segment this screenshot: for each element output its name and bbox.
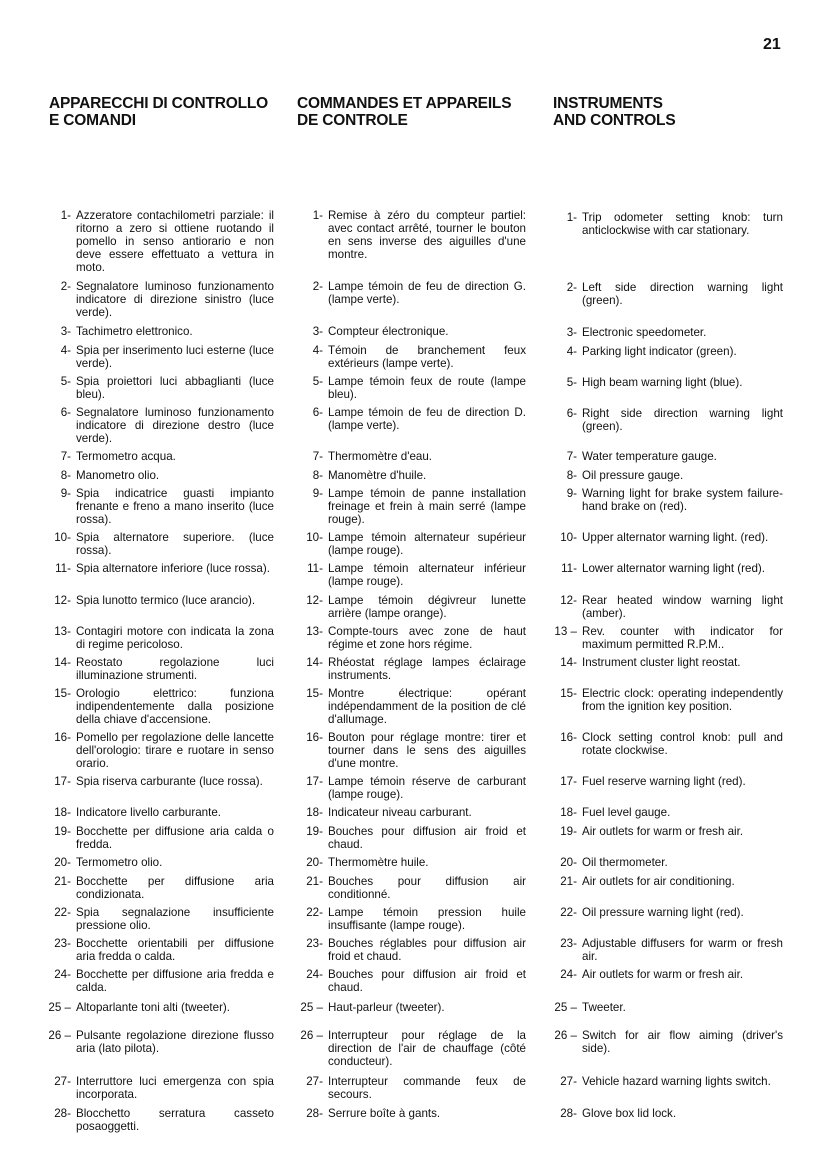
list-item	[54, 1075, 274, 1102]
item-text: Témoin de branchement feux extérieurs (lampe verte).	[328, 344, 526, 370]
item-text: Warning light for brake system failure-hand brake on (red).	[582, 487, 783, 513]
item-number: 28-	[54, 1107, 71, 1120]
item-number: 1-	[60, 209, 71, 222]
list-item	[54, 531, 274, 558]
item-text: Thermomètre huile.	[328, 856, 429, 869]
item-text: Spia proiettori luci abbaglianti (luce bleu).	[76, 375, 274, 401]
item-text: Lampe témoin pression huile insuffisante (lampe rouge).	[328, 906, 526, 932]
item-number: 14-	[306, 656, 323, 669]
list-item	[48, 1029, 274, 1056]
item-number: 17-	[560, 775, 577, 788]
item-number: 20-	[560, 856, 577, 869]
item-text: Rev. counter with indicator for maximum permitted R.P.M..	[582, 625, 783, 651]
list-item	[560, 1075, 783, 1089]
item-text: Azzeratore contachilometri parziale: il ritorno a zero si ottiene ruotando il pomello in senso antiorario e non deve essere effettuato a vettura in moto.	[76, 209, 274, 274]
item-number: 14-	[54, 656, 71, 669]
item-text: Vehicle hazard warning lights switch.	[582, 1075, 771, 1088]
item-text: Lampe témoin alternateur supérieur (lampe rouge).	[328, 531, 526, 557]
item-number: 21-	[560, 875, 577, 888]
list-item	[306, 1107, 526, 1121]
item-text: Bocchette per diffusione aria fredda e calda.	[76, 968, 274, 994]
list-item	[54, 594, 274, 608]
list-item	[55, 562, 274, 576]
item-text: Segnalatore luminoso funzionamento indicatore di direzione sinistro (luce verde).	[76, 280, 274, 319]
item-text: Haut-parleur (tweeter).	[328, 1001, 445, 1014]
item-text: Bocchette per diffusione aria condizionata.	[76, 875, 274, 901]
item-number: 15-	[54, 687, 71, 700]
item-text: Interruttore luci emergenza con spia incorporata.	[76, 1075, 274, 1101]
item-text: Thermomètre d'eau.	[328, 450, 433, 463]
list-item	[54, 906, 274, 933]
item-text: Spia riserva carburante (luce rossa).	[76, 775, 263, 788]
item-text: Air outlets for warm or fresh air.	[582, 825, 744, 838]
list-item	[312, 406, 526, 433]
item-text: Water temperature gauge.	[582, 450, 717, 463]
list-item	[560, 656, 783, 670]
list-item	[312, 469, 526, 483]
item-text: Tachimetro elettronico.	[76, 325, 193, 338]
item-number: 5-	[60, 375, 71, 388]
list-item	[560, 875, 783, 889]
item-text: Serrure boîte à gants.	[328, 1107, 441, 1120]
item-number: 24-	[560, 968, 577, 981]
list-item	[560, 687, 783, 714]
item-number: 24-	[54, 968, 71, 981]
item-text: Right side direction warning light (green).	[582, 407, 783, 433]
list-item	[560, 825, 783, 839]
item-text: Oil thermometer.	[582, 856, 668, 869]
item-number: 21-	[306, 875, 323, 888]
item-text: Manometro olio.	[76, 469, 160, 482]
list-item	[312, 375, 526, 402]
list-item	[566, 211, 783, 238]
list-item	[306, 687, 526, 727]
item-number: 5-	[312, 375, 323, 388]
item-text: Left side direction warning light (green).	[582, 281, 783, 307]
item-number: 8-	[60, 469, 71, 482]
item-number: 17-	[54, 775, 71, 788]
list-item	[306, 825, 526, 852]
item-number: 23-	[306, 937, 323, 950]
item-text: Fuel reserve warning light (red).	[582, 775, 746, 788]
list-item	[306, 656, 526, 683]
list-item	[54, 775, 274, 789]
item-number: 22-	[306, 906, 323, 919]
item-text: Lampe témoin de feu de direction G. (lampe verte).	[328, 280, 526, 306]
item-text: Upper alternator warning light. (red).	[582, 531, 769, 544]
list-item	[54, 731, 274, 771]
item-number: 15-	[306, 687, 323, 700]
item-text: Instrument cluster light reostat.	[582, 656, 741, 669]
item-number: 11-	[55, 562, 71, 575]
column-title-italian: APPARECCHI DI CONTROLLO E COMANDI	[49, 95, 268, 129]
item-text: Interrupteur pour réglage de la direction de l'air de chauffage (côté conducteur).	[328, 1029, 526, 1068]
page-number: 21	[763, 36, 781, 53]
item-number: 6-	[60, 406, 71, 419]
item-text: Pomello per regolazione delle lancette dell'orologio: tirare e ruotare in senso orario.	[76, 731, 274, 770]
item-text: Lampe témoin de panne installation freinage et frein à main serré (lampe rouge).	[328, 487, 526, 526]
list-item	[554, 1001, 783, 1015]
list-item	[561, 562, 783, 576]
item-text: Bocchette orientabili per diffusione aria fredda o calda.	[76, 937, 274, 963]
list-item	[306, 775, 526, 802]
list-item	[312, 344, 526, 371]
list-item	[560, 906, 783, 920]
list-item	[312, 325, 526, 339]
item-text: Tweeter.	[582, 1001, 626, 1014]
item-text: Oil pressure warning light (red).	[582, 906, 744, 919]
list-item	[60, 325, 274, 339]
item-text: Bouches pour diffusion air conditionné.	[328, 875, 526, 901]
item-text: Parking light indicator (green).	[582, 345, 737, 358]
item-text: Interrupteur commande feux de secours.	[328, 1075, 526, 1101]
list-item	[560, 594, 783, 621]
list-item	[54, 825, 274, 852]
item-text: Lampe témoin réserve de carburant (lampe rouge).	[328, 775, 526, 801]
item-text: Lampe témoin de feu de direction D. (lampe verte).	[328, 406, 526, 432]
item-number: 28-	[560, 1107, 577, 1120]
item-number: 16-	[54, 731, 71, 744]
list-item	[54, 968, 274, 995]
list-item	[54, 875, 274, 902]
item-text: Indicatore livello carburante.	[76, 806, 222, 819]
list-item	[560, 968, 783, 982]
item-text: Adjustable diffusers for warm or fresh air.	[582, 937, 783, 963]
item-text: Spia lunotto termico (luce arancio).	[76, 594, 256, 607]
item-number: 27-	[560, 1075, 577, 1088]
column-title-english: INSTRUMENTS AND CONTROLS	[553, 95, 676, 129]
list-item	[566, 281, 783, 308]
item-text: Bocchette per diffusione aria calda o fredda.	[76, 825, 274, 851]
item-text: Lampe témoin alternateur inférieur (lampe rouge).	[328, 562, 526, 588]
item-text: High beam warning light (blue).	[582, 376, 743, 389]
list-item	[306, 875, 526, 902]
list-item	[566, 407, 783, 434]
item-text: Compte-tours avec zone de haut régime et zone hors régime.	[328, 625, 526, 651]
list-item	[54, 625, 274, 652]
column-title-french: COMMANDES ET APPAREILS DE CONTROLE	[297, 95, 512, 129]
list-item	[566, 376, 783, 390]
list-item	[306, 1075, 526, 1102]
list-item	[306, 968, 526, 995]
list-item	[306, 531, 526, 558]
item-number: 19-	[560, 825, 577, 838]
item-number: 25 –	[554, 1001, 577, 1014]
item-number: 7-	[566, 450, 577, 463]
item-number: 4-	[566, 345, 577, 358]
item-text: Clock setting control knob: pull and rotate clockwise.	[582, 731, 783, 757]
item-number: 27-	[306, 1075, 323, 1088]
item-number: 10-	[54, 531, 71, 544]
list-item	[312, 487, 526, 527]
item-number: 12-	[306, 594, 323, 607]
list-item	[54, 656, 274, 683]
list-item	[60, 406, 274, 446]
item-number: 20-	[306, 856, 323, 869]
item-text: Spia segnalazione insufficiente pressione olio.	[76, 906, 274, 932]
item-text: Glove box lid lock.	[582, 1107, 677, 1120]
item-text: Spia alternatore superiore. (luce rossa).	[76, 531, 274, 557]
list-item	[54, 937, 274, 964]
list-item	[306, 731, 526, 771]
list-item	[560, 1107, 783, 1121]
item-text: Altoparlante toni alti (tweeter).	[76, 1001, 231, 1014]
item-text: Bouton pour réglage montre: tirer et tourner dans le sens des aiguilles d'une montre.	[328, 731, 526, 770]
list-item	[306, 806, 526, 820]
list-item	[554, 1029, 783, 1056]
item-number: 23-	[560, 937, 577, 950]
list-item	[560, 937, 783, 964]
item-number: 17-	[306, 775, 323, 788]
item-number: 9-	[60, 487, 71, 500]
list-item	[60, 450, 274, 464]
item-number: 21-	[54, 875, 71, 888]
item-number: 12-	[54, 594, 71, 607]
list-item	[554, 625, 783, 652]
item-number: 20-	[54, 856, 71, 869]
item-number: 13-	[54, 625, 71, 638]
list-item	[312, 450, 526, 464]
item-number: 6-	[566, 407, 577, 420]
item-number: 9-	[566, 487, 577, 500]
list-item	[306, 856, 526, 870]
list-item	[566, 450, 783, 464]
item-number: 26 –	[48, 1029, 71, 1042]
item-text: Rear heated window warning light (amber).	[582, 594, 783, 620]
item-number: 8-	[312, 469, 323, 482]
list-item	[54, 806, 274, 820]
list-item	[566, 326, 783, 340]
item-number: 18-	[54, 806, 71, 819]
item-number: 6-	[312, 406, 323, 419]
item-text: Fuel level gauge.	[582, 806, 671, 819]
item-text: Reostato regolazione luci illuminazione strumenti.	[76, 656, 274, 682]
item-text: Air outlets for air conditioning.	[582, 875, 735, 888]
item-number: 22-	[54, 906, 71, 919]
item-number: 15-	[560, 687, 577, 700]
list-item	[306, 906, 526, 933]
list-item	[566, 469, 783, 483]
item-text: Pulsante regolazione direzione flusso aria (lato pilota).	[76, 1029, 274, 1055]
item-number: 28-	[306, 1107, 323, 1120]
item-number: 19-	[306, 825, 323, 838]
item-text: Lower alternator warning light (red).	[582, 562, 766, 575]
item-number: 4-	[60, 344, 71, 357]
item-text: Bouches pour diffusion air froid et chaud.	[328, 968, 526, 994]
item-number: 3-	[312, 325, 323, 338]
list-item	[560, 731, 783, 758]
item-number: 1-	[566, 211, 577, 224]
item-number: 7-	[312, 450, 323, 463]
item-number: 9-	[312, 487, 323, 500]
item-number: 5-	[566, 376, 577, 389]
item-number: 18-	[560, 806, 577, 819]
item-text: Lampe témoin feux de route (lampe bleu).	[328, 375, 526, 401]
item-text: Rhéostat réglage lampes éclairage instruments.	[328, 656, 526, 682]
list-item	[566, 487, 783, 514]
item-text: Compteur électronique.	[328, 325, 449, 338]
item-number: 25 –	[300, 1001, 323, 1014]
item-text: Bouches réglables pour diffusion air froid et chaud.	[328, 937, 526, 963]
item-text: Spia per inserimento luci esterne (luce verde).	[76, 344, 274, 370]
item-number: 16-	[560, 731, 577, 744]
item-text: Termometro acqua.	[76, 450, 176, 463]
list-item	[300, 1029, 526, 1069]
item-text: Termometro olio.	[76, 856, 163, 869]
item-number: 3-	[60, 325, 71, 338]
item-number: 12-	[560, 594, 577, 607]
item-text: Remise à zéro du compteur partiel: avec contact arrêté, tourner le bouton en sens inverse des aiguilles d'une montre.	[328, 209, 526, 261]
list-item	[312, 209, 526, 262]
item-number: 19-	[54, 825, 71, 838]
item-text: Electric clock: operating independently from the ignition key position.	[582, 687, 783, 713]
list-item	[300, 1001, 526, 1015]
list-item	[60, 344, 274, 371]
item-text: Indicateur niveau carburant.	[328, 806, 472, 819]
list-item	[54, 856, 274, 870]
item-text: Bouches pour diffusion air froid et chaud.	[328, 825, 526, 851]
item-number: 11-	[561, 562, 577, 575]
item-number: 2-	[60, 280, 71, 293]
item-text: Blocchetto serratura casseto posaoggetti.	[76, 1107, 274, 1133]
list-item	[60, 487, 274, 527]
list-item	[60, 209, 274, 275]
list-item	[560, 531, 783, 545]
item-text: Air outlets for warm or fresh air.	[582, 968, 744, 981]
item-number: 11-	[307, 562, 323, 575]
item-text: Contagiri motore con indicata la zona di regime pericoloso.	[76, 625, 274, 651]
item-number: 13 –	[554, 625, 577, 638]
item-text: Manomètre d'huile.	[328, 469, 427, 482]
list-item	[60, 469, 274, 483]
item-number: 24-	[306, 968, 323, 981]
list-item	[306, 625, 526, 652]
item-text: Switch for air flow aiming (driver's side).	[582, 1029, 783, 1055]
item-number: 2-	[312, 280, 323, 293]
item-text: Montre électrique: opérant indépendamment de la position de clé d'allumage.	[328, 687, 526, 726]
item-number: 27-	[54, 1075, 71, 1088]
list-item	[306, 937, 526, 964]
item-number: 23-	[54, 937, 71, 950]
list-item	[312, 280, 526, 307]
item-text: Lampe témoin dégivreur lunette arrière (lampe orange).	[328, 594, 526, 620]
list-item	[560, 775, 783, 789]
list-item	[560, 806, 783, 820]
list-item	[54, 687, 274, 727]
list-item	[307, 562, 526, 589]
item-number: 14-	[560, 656, 577, 669]
item-number: 26 –	[554, 1029, 577, 1042]
list-item	[560, 856, 783, 870]
list-item	[48, 1001, 274, 1015]
list-item	[566, 345, 783, 359]
item-text: Spia indicatrice guasti impianto frenante e freno a mano inserito (luce rossa).	[76, 487, 274, 526]
item-number: 2-	[566, 281, 577, 294]
item-number: 1-	[312, 209, 323, 222]
list-item	[60, 280, 274, 320]
list-item	[60, 375, 274, 402]
item-text: Segnalatore luminoso funzionamento indicatore di direzione destro (luce verde).	[76, 406, 274, 445]
item-number: 22-	[560, 906, 577, 919]
item-number: 7-	[60, 450, 71, 463]
item-number: 8-	[566, 469, 577, 482]
list-item	[54, 1107, 274, 1134]
item-text: Spia alternatore inferiore (luce rossa).	[76, 562, 270, 575]
item-number: 18-	[306, 806, 323, 819]
item-text: Electronic speedometer.	[582, 326, 707, 339]
item-text: Trip odometer setting knob: turn anticlockwise with car stationary.	[582, 211, 783, 237]
item-number: 13-	[306, 625, 323, 638]
item-text: Orologio elettrico: funziona indipendentemente dalla posizione della chiave d'accensione.	[76, 687, 274, 726]
item-number: 4-	[312, 344, 323, 357]
item-number: 25 –	[48, 1001, 71, 1014]
item-number: 3-	[566, 326, 577, 339]
item-number: 16-	[306, 731, 323, 744]
item-number: 10-	[306, 531, 323, 544]
list-item	[306, 594, 526, 621]
item-number: 26 –	[300, 1029, 323, 1042]
item-number: 10-	[560, 531, 577, 544]
item-text: Oil pressure gauge.	[582, 469, 684, 482]
